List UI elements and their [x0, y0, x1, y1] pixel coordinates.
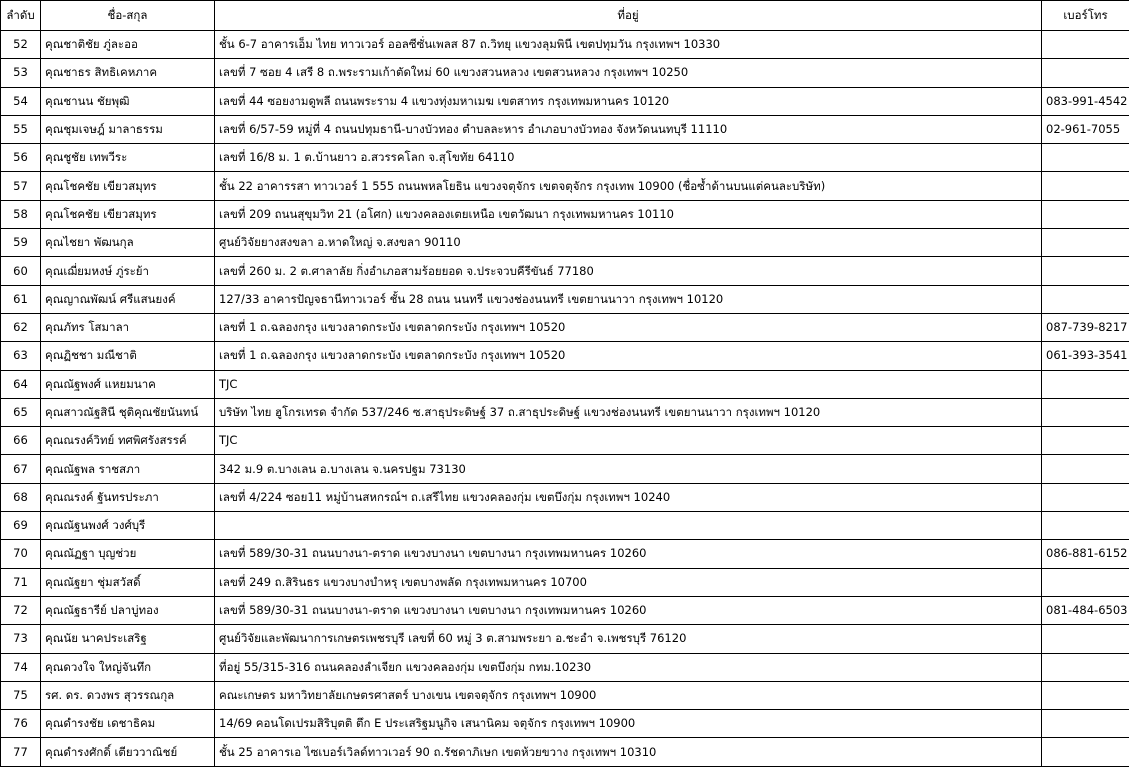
- phone-cell[interactable]: [1042, 200, 1129, 228]
- table-row: [1, 512, 1129, 540]
- name-cell[interactable]: คุณณรงค์วิทย์ ทศพิศรังสรรค์: [41, 427, 215, 455]
- row-number-cell[interactable]: 74: [1, 653, 41, 681]
- header-no[interactable]: ลำดับ: [1, 1, 41, 31]
- phone-cell[interactable]: [1042, 370, 1129, 398]
- table-row: [1, 144, 1129, 172]
- phone-cell[interactable]: [1042, 483, 1129, 511]
- row-number-cell[interactable]: 54: [1, 87, 41, 115]
- row-number-cell[interactable]: 52: [1, 31, 41, 59]
- address-cell[interactable]: ที่อยู่ 55/315-316 ถนนคลองลำเจียก แขวงคลองกุ่ม เขตบึงกุ่ม กทม.10230: [215, 653, 1042, 681]
- table-row: [1, 31, 1129, 59]
- table-row: [1, 427, 1129, 455]
- address-cell[interactable]: เลขที่ 260 ม. 2 ต.ศาลาลัย กิ่งอำเภอสามร้อยยอด จ.ประจวบคีรีขันธ์ 77180: [215, 257, 1042, 285]
- phone-cell[interactable]: [1042, 59, 1129, 87]
- phone-cell[interactable]: 087-739-8217: [1042, 313, 1129, 341]
- address-cell[interactable]: เลขที่ 4/224 ซอย11 หมู่บ้านสหกรณ์ฯ ถ.เสรีไทย แขวงคลองกุ่ม เขตบึงกุ่ม กรุงเทพฯ 10240: [215, 483, 1042, 511]
- name-cell[interactable]: รศ. ดร. ดวงพร สุวรรณกุล: [41, 681, 215, 709]
- name-cell[interactable]: คุณชานน ชัยพุฒิ: [41, 87, 215, 115]
- address-cell[interactable]: คณะเกษตร มหาวิทยาลัยเกษตรศาสตร์ บางเขน เขตจตุจักร กรุงเทพฯ 10900: [215, 681, 1042, 709]
- row-number-cell[interactable]: 59: [1, 229, 41, 257]
- table-row: [1, 625, 1129, 653]
- name-cell[interactable]: คุณภัทร โสมาลา: [41, 313, 215, 341]
- table-row: [1, 229, 1129, 257]
- phone-cell[interactable]: 083-991-4542: [1042, 87, 1129, 115]
- phone-cell[interactable]: [1042, 681, 1129, 709]
- address-cell[interactable]: 127/33 อาคารปัญจธานีทาวเวอร์ ชั้น 28 ถนน นนทรี แขวงช่องนนทรี เขตยานนาวา กรุงเทพฯ 10120: [215, 285, 1042, 313]
- row-number-cell[interactable]: 68: [1, 483, 41, 511]
- table-row: [1, 568, 1129, 596]
- phone-cell[interactable]: [1042, 257, 1129, 285]
- row-number-cell[interactable]: 55: [1, 115, 41, 143]
- phone-cell[interactable]: 02-961-7055: [1042, 115, 1129, 143]
- table-row: [1, 172, 1129, 200]
- name-cell[interactable]: คุณดำรงชัย เดชาธิคม: [41, 710, 215, 738]
- address-cell[interactable]: เลขที่ 44 ซอยงามดูพลี ถนนพระราม 4 แขวงทุ่งมหาเมฆ เขตสาทร กรุงเทพมหานคร 10120: [215, 87, 1042, 115]
- table-row: [1, 313, 1129, 341]
- address-cell[interactable]: 14/69 คอนโดเปรมสิริบุตติ ตึก E ประเสริฐมนูกิจ เสนานิคม จตุจักร กรุงเทพฯ 10900: [215, 710, 1042, 738]
- table-row: [1, 257, 1129, 285]
- header-phone[interactable]: เบอร์โทร: [1042, 1, 1129, 31]
- phone-cell[interactable]: [1042, 172, 1129, 200]
- header-row: [1, 1, 1129, 31]
- address-cell[interactable]: TJC: [215, 370, 1042, 398]
- table-row: [1, 200, 1129, 228]
- row-number-cell[interactable]: 70: [1, 540, 41, 568]
- table-row: [1, 653, 1129, 681]
- row-number-cell[interactable]: 67: [1, 455, 41, 483]
- row-number-cell[interactable]: 69: [1, 512, 41, 540]
- phone-cell[interactable]: [1042, 455, 1129, 483]
- table-row: [1, 710, 1129, 738]
- table-row: [1, 483, 1129, 511]
- address-cell[interactable]: ชั้น 6-7 อาคารเอ็ม ไทย ทาวเวอร์ ออลซีซั่นเพลส 87 ถ.วิทยุ แขวงลุมพินี เขตปทุมวัน กรุงเทพฯ 10330: [215, 31, 1042, 59]
- name-cell[interactable]: คุณณัฐพล ราชสภา: [41, 455, 215, 483]
- table-row: [1, 59, 1129, 87]
- phone-cell[interactable]: 086-881-6152: [1042, 540, 1129, 568]
- phone-cell[interactable]: [1042, 31, 1129, 59]
- table-row: [1, 681, 1129, 709]
- table-row: [1, 738, 1129, 766]
- name-cell[interactable]: คุณณัฐนพงศ์ วงศ์บุรี: [41, 512, 215, 540]
- name-cell[interactable]: คุณเฌี่ยมหงษ์ ภู่ระย้า: [41, 257, 215, 285]
- row-number-cell[interactable]: 61: [1, 285, 41, 313]
- address-cell[interactable]: ชั้น 25 อาคารเอ ไซเบอร์เวิลด์ทาวเวอร์ 90 ถ.รัชดาภิเษก เขตห้วยขวาง กรุงเทพฯ 10310: [215, 738, 1042, 766]
- name-cell[interactable]: คุณสาวณัฐสินี ชุติคุณชัยนันทน์: [41, 398, 215, 426]
- table-row: [1, 342, 1129, 370]
- address-cell[interactable]: เลขที่ 249 ถ.สิรินธร แขวงบางบำหรุ เขตบางพลัด กรุงเทพมหานคร 10700: [215, 568, 1042, 596]
- name-cell[interactable]: คุณฏิชชา มณีชาติ: [41, 342, 215, 370]
- name-cell[interactable]: คุณญาณพัฒน์ ศรีแสนยงค์: [41, 285, 215, 313]
- table-row: [1, 115, 1129, 143]
- row-number-cell[interactable]: 73: [1, 625, 41, 653]
- table-row: [1, 285, 1129, 313]
- row-number-cell[interactable]: 65: [1, 398, 41, 426]
- name-cell[interactable]: คุณชุมเจษฎ์ มาลาธรรม: [41, 115, 215, 143]
- phone-cell[interactable]: 061-393-3541: [1042, 342, 1129, 370]
- row-number-cell[interactable]: 71: [1, 568, 41, 596]
- phone-cell[interactable]: [1042, 568, 1129, 596]
- name-cell[interactable]: คุณชูชัย เทพวีระ: [41, 144, 215, 172]
- phone-cell[interactable]: [1042, 710, 1129, 738]
- address-cell[interactable]: เลขที่ 209 ถนนสุขุมวิท 21 (อโศก) แขวงคลองเตยเหนือ เขตวัฒนา กรุงเทพมหานคร 10110: [215, 200, 1042, 228]
- phone-cell[interactable]: [1042, 144, 1129, 172]
- phone-cell[interactable]: [1042, 285, 1129, 313]
- table-row: [1, 455, 1129, 483]
- row-number-cell[interactable]: 77: [1, 738, 41, 766]
- name-cell[interactable]: คุณณัฐธารีย์ ปลาบู่ทอง: [41, 596, 215, 624]
- table-row: [1, 540, 1129, 568]
- row-number-cell[interactable]: 76: [1, 710, 41, 738]
- name-cell[interactable]: คุณดวงใจ ใหญ่จันทึก: [41, 653, 215, 681]
- table-row: [1, 87, 1129, 115]
- address-cell[interactable]: เลขที่ 16/8 ม. 1 ต.บ้านยาว อ.สวรรคโลก จ.สุโขทัย 64110: [215, 144, 1042, 172]
- name-cell[interactable]: คุณโชคชัย เขียวสมุทร: [41, 200, 215, 228]
- name-cell[interactable]: คุณณัฏฐา บุญช่วย: [41, 540, 215, 568]
- phone-cell[interactable]: [1042, 427, 1129, 455]
- address-cell[interactable]: TJC: [215, 427, 1042, 455]
- address-cell[interactable]: เลขที่ 1 ถ.ฉลองกรุง แขวงลาดกระบัง เขตลาดกระบัง กรุงเทพฯ 10520: [215, 342, 1042, 370]
- phone-cell[interactable]: 081-484-6503: [1042, 596, 1129, 624]
- row-number-cell[interactable]: 58: [1, 200, 41, 228]
- address-cell[interactable]: ศูนย์วิจัยยางสงขลา อ.หาดใหญ่ จ.สงขลา 90110: [215, 229, 1042, 257]
- name-cell[interactable]: คุณดำรงศักดิ์ เตียววาณิชย์: [41, 738, 215, 766]
- table-row: [1, 370, 1129, 398]
- address-cell[interactable]: [215, 512, 1042, 540]
- row-number-cell[interactable]: 56: [1, 144, 41, 172]
- address-cell[interactable]: เลขที่ 589/30-31 ถนนบางนา-ตราด แขวงบางนา เขตบางนา กรุงเทพมหานคร 10260: [215, 596, 1042, 624]
- name-cell[interactable]: คุณชาธร สิทธิเคหภาค: [41, 59, 215, 87]
- row-number-cell[interactable]: 57: [1, 172, 41, 200]
- phone-cell[interactable]: [1042, 398, 1129, 426]
- row-number-cell[interactable]: 62: [1, 313, 41, 341]
- table-row: [1, 596, 1129, 624]
- row-number-cell[interactable]: 72: [1, 596, 41, 624]
- table-row: [1, 398, 1129, 426]
- address-cell[interactable]: 342 ม.9 ต.บางเลน อ.บางเลน จ.นครปฐม 73130: [215, 455, 1042, 483]
- row-number-cell[interactable]: 60: [1, 257, 41, 285]
- address-cell[interactable]: ชั้น 22 อาคารรสา ทาวเวอร์ 1 555 ถนนพหลโยธิน แขวงจตุจักร เขตจตุจักร กรุงเทพ 10900 (ชื่อซ้ำด้านบนแต่คนละบริษัท): [215, 172, 1042, 200]
- row-number-cell[interactable]: 75: [1, 681, 41, 709]
- name-cell[interactable]: คุณชาติชัย ภู่ละออ: [41, 31, 215, 59]
- row-number-cell[interactable]: 53: [1, 59, 41, 87]
- name-cell[interactable]: คุณไชยา พัฒนกุล: [41, 229, 215, 257]
- phone-cell[interactable]: [1042, 512, 1129, 540]
- address-cell[interactable]: เลขที่ 7 ซอย 4 เสรี 8 ถ.พระรามเก้าตัดใหม่ 60 แขวงสวนหลวง เขตสวนหลวง กรุงเทพฯ 10250: [215, 59, 1042, 87]
- header-address[interactable]: ที่อยู่: [215, 1, 1042, 31]
- header-name[interactable]: ชื่อ-สกุล: [41, 1, 215, 31]
- name-cell[interactable]: คุณโชคชัย เขียวสมุทร: [41, 172, 215, 200]
- name-cell[interactable]: คุณณรงค์ ฐันทรประภา: [41, 483, 215, 511]
- address-cell[interactable]: เลขที่ 6/57-59 หมู่ที่ 4 ถนนปทุมธานี-บางบัวทอง ตำบลละหาร อำเภอบางบัวทอง จังหวัดนนทบุรี 11110: [215, 115, 1042, 143]
- address-cell[interactable]: บริษัท ไทย ฮูโกรเทรด จำกัด 537/246 ซ.สาธุประดิษฐ์ 37 ถ.สาธุประดิษฐ์ แขวงช่องนนทรี เขตยานนาวา กรุงเทพฯ 10120: [215, 398, 1042, 426]
- name-cell[interactable]: คุณณัฐพงศ์ แหยมนาค: [41, 370, 215, 398]
- address-cell[interactable]: ศูนย์วิจัยและพัฒนาการเกษตรเพชรบุรี เลขที่ 60 หมู่ 3 ต.สามพระยา อ.ชะอำ จ.เพชรบุรี 76120: [215, 625, 1042, 653]
- row-number-cell[interactable]: 64: [1, 370, 41, 398]
- name-cell[interactable]: คุณณัฐยา ชุ่มสวัสดิ์: [41, 568, 215, 596]
- name-cell[interactable]: คุณนัย นาคประเสริฐ: [41, 625, 215, 653]
- address-cell[interactable]: เลขที่ 1 ถ.ฉลองกรุง แขวงลาดกระบัง เขตลาดกระบัง กรุงเทพฯ 10520: [215, 313, 1042, 341]
- phone-cell[interactable]: [1042, 229, 1129, 257]
- phone-cell[interactable]: [1042, 625, 1129, 653]
- address-cell[interactable]: เลขที่ 589/30-31 ถนนบางนา-ตราด แขวงบางนา เขตบางนา กรุงเทพมหานคร 10260: [215, 540, 1042, 568]
- phone-cell[interactable]: [1042, 738, 1129, 766]
- row-number-cell[interactable]: 63: [1, 342, 41, 370]
- phone-cell[interactable]: [1042, 653, 1129, 681]
- row-number-cell[interactable]: 66: [1, 427, 41, 455]
